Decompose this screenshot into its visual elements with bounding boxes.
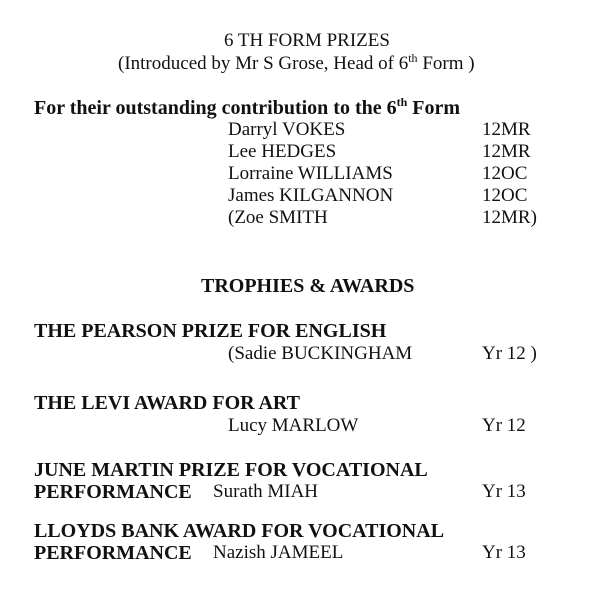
page-title: 6 TH FORM PRIZES xyxy=(224,30,390,51)
award-title: THE PEARSON PRIZE FOR ENGLISH xyxy=(34,320,387,342)
subtitle-prefix: (Introduced by Mr S Grose, Head of 6 xyxy=(118,53,409,74)
award-year: Yr 12 ) xyxy=(482,343,537,364)
entry-form: 12MR) xyxy=(482,207,537,228)
award-year: Yr 13 xyxy=(482,481,526,502)
entry-form: 12MR xyxy=(482,141,531,162)
contribution-heading-suffix: Form xyxy=(407,97,461,119)
award-title: JUNE MARTIN PRIZE FOR VOCATIONAL xyxy=(34,459,428,481)
contribution-heading xyxy=(34,97,460,120)
award-title: THE LEVI AWARD FOR ART xyxy=(34,392,301,414)
contribution-heading-superscript: th xyxy=(396,95,408,109)
entry-name: Lee HEDGES xyxy=(228,141,337,162)
award-title-line2: PERFORMANCE xyxy=(34,481,192,503)
entry-form: 12OC xyxy=(482,163,528,184)
page-subtitle xyxy=(118,53,475,75)
award-year: Yr 12 xyxy=(482,415,526,436)
entry-name: James KILGANNON xyxy=(228,185,394,206)
subtitle-superscript: th xyxy=(408,51,418,65)
award-recipient: Nazish JAMEEL xyxy=(213,542,344,563)
award-year: Yr 13 xyxy=(482,542,526,563)
entry-name: (Zoe SMITH xyxy=(228,207,328,228)
award-title: LLOYDS BANK AWARD FOR VOCATIONAL xyxy=(34,520,445,542)
award-recipient: Surath MIAH xyxy=(213,481,319,502)
award-recipient: Lucy MARLOW xyxy=(228,415,359,436)
entry-name: Darryl VOKES xyxy=(228,119,346,140)
entry-form: 12OC xyxy=(482,185,528,206)
award-title-line2: PERFORMANCE xyxy=(34,542,192,564)
entry-form: 12MR xyxy=(482,119,531,140)
award-recipient: (Sadie BUCKINGHAM xyxy=(228,343,413,364)
subtitle-suffix: Form ) xyxy=(417,53,475,74)
trophies-heading: TROPHIES & AWARDS xyxy=(201,275,415,297)
contribution-heading-prefix: For their outstanding contribution to the 6 xyxy=(34,97,397,119)
entry-name: Lorraine WILLIAMS xyxy=(228,163,393,184)
